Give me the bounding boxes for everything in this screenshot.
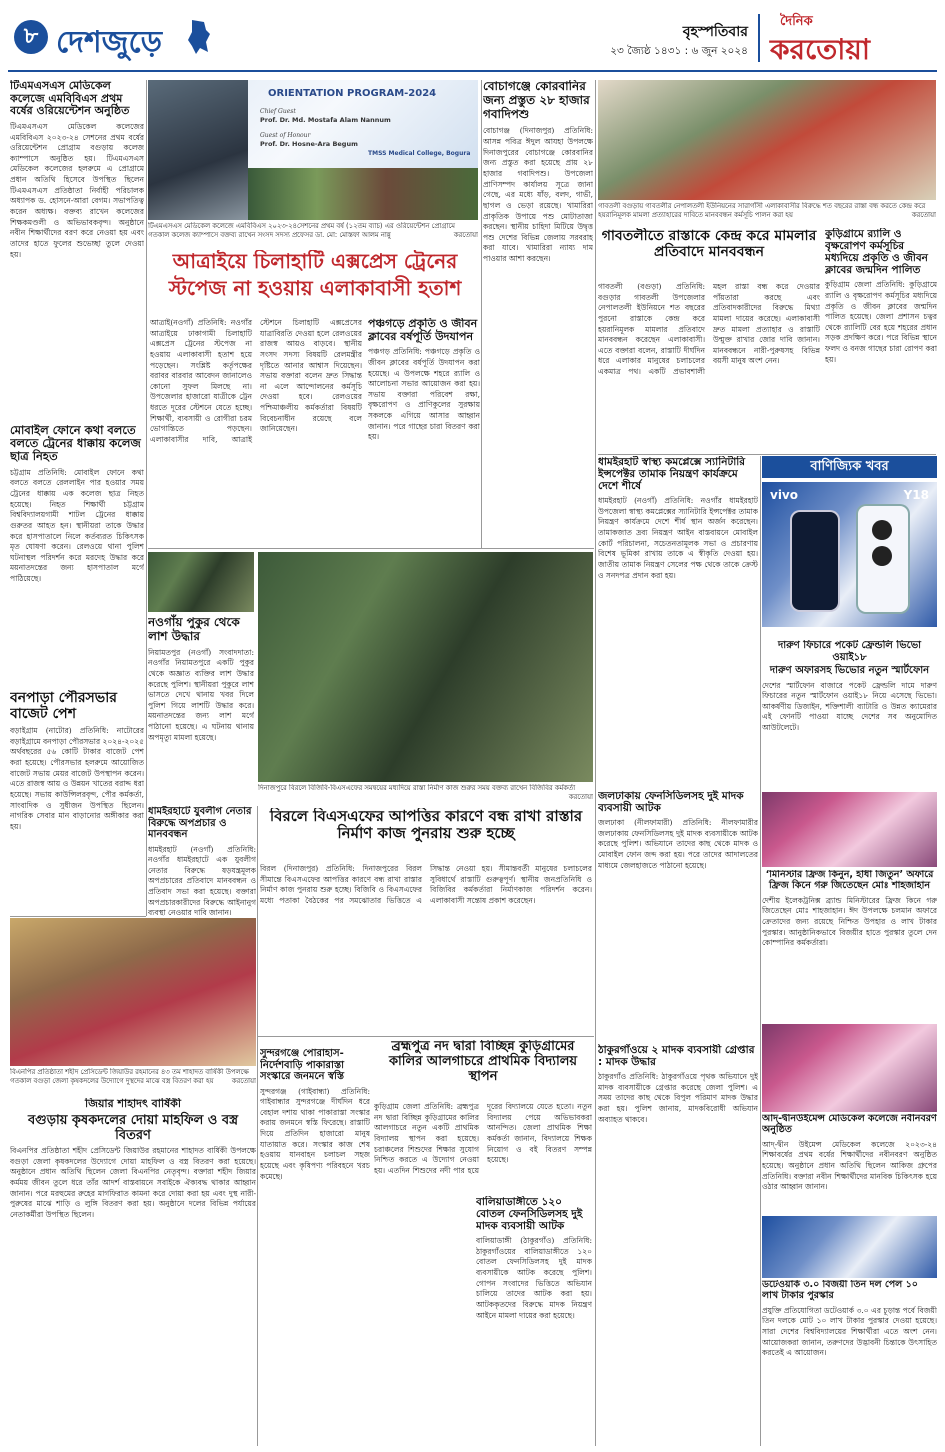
commercial-news	[762, 456, 937, 636]
col1-story3	[10, 690, 144, 915]
headline: ‘মিনিস্টার ফ্রিজ কিনুন, হাঁধা জিতুন’ অফারে ফ্রিজ কিনে গরু জিতেছেন মোঃ শাহজাহান	[765, 870, 934, 891]
article-body: কুড়িগ্রাম জেলা প্রতিনিধি: কুড়িগ্রামে র‍্যালি ও বৃক্ষরোপণ কর্মসূচির মধ্যদিয়ে প্রকৃতি ও জীবন ক্লাবের জন্মদিন পালিত হয়েছে। জেলা প্রশাসন চত্বর থেকে র‍্যালিটি বের হয়ে শহরের প্রধান সড়ক প্রদক্ষিণ করে। পরে বিভিন্ন স্থানে ফলদ ও বনজ গাছের চারা রোপণ করা হয়।	[825, 280, 937, 364]
article-body: ধামইরহাট (নওগাঁ) প্রতিনিধি: নওগাঁর ধামইরহাটে এক যুবলীগ নেতার বিরুদ্ধে ষড়যন্ত্রমূলক অপপ্রচারের প্রতিবাদে মানববন্ধন ও প্রতিবাদ সভা করা হয়েছে। বক্তারা অপপ্রচারকারীদের বিরুদ্ধে আইনানুগ ব্যবস্থা নেওয়ার দাবি জানান।	[148, 844, 256, 918]
header-divider	[758, 14, 760, 62]
thakurgaon-story	[598, 1044, 758, 1446]
protest-photo	[598, 80, 936, 200]
headline: ব্রহ্মপুত্র নদ দ্বারা বিচ্ছিন্ন কুড়িগ্রামের কালির আলগাচরে প্রাথমিক বিদ্যালয় স্থাপন	[388, 1040, 578, 1084]
dotnet-photo	[762, 1216, 937, 1278]
headline: বগুড়ায় কৃষকদলের দোয়া মাহফিল ও বস্ত্র বিতরণ	[27, 1112, 239, 1142]
headline: ঠাকুরগাঁওয়ে ২ মাদক ব্যবসায়ী গ্রেপ্তার : মাদক উদ্ধার	[598, 1044, 755, 1069]
weekday: বৃহস্পতিবার	[682, 24, 748, 40]
page-number: ৮	[23, 24, 39, 49]
commercial-title: বাণিজ্যিক খবর	[810, 459, 889, 474]
headline: বালিয়াডাঙ্গীতে ১২০ বোতল ফেনসিডিলসহ দুই মাদক ব্যবসায়ী আটক	[476, 1196, 583, 1233]
vivo-ad	[762, 482, 937, 627]
biral-headline	[260, 808, 592, 860]
headline: গাবতলীতে রাস্তাকে কেন্দ্র করে মামলার প্রতিবাদে মানববন্ধন	[601, 228, 817, 261]
headline: পঞ্চগড়ে প্রকৃতি ও জীবন ক্লাবের বর্ষপূর্তি উদযাপন	[368, 318, 478, 343]
header-rule	[8, 70, 937, 72]
masthead	[0, 0, 945, 74]
banner-college: TMSS Medical College, Bogura	[368, 150, 471, 157]
caption-text: গাবতলী বগুড়ায় গাবতলীর নেপালতলী ইউনিয়নের সারাগাঁসী এলাকাবাসীর বিরুদ্ধে শত বছরের রাস্তা বন্ধ করতে কেন্দ্র করে হয়রানিমূলক মামলা প্রত্যাহারের দাবিতে মানববন্ধন কর্মসূচি পালন করা হয়	[598, 202, 926, 219]
bochaganj-story	[483, 80, 593, 538]
zia-photo	[10, 918, 256, 1066]
article-body: জলঢাকা (নীলফামারী) প্রতিনিধি: নীলফামারীর জলঢাকায় ফেনসিডিলসহ দুই মাদক ব্যবসায়ীকে আটক করেছে পুলিশ। অভিযানে তাদের কাছ থেকে মাদক ও মোবাইল ফোন জব্দ করা হয়। পরে তাদের আদালতের মাধ্যমে জেলহাজতে পাঠানো হয়েছে।	[598, 818, 758, 870]
paper-name: করতোয়া	[770, 33, 870, 66]
ad-din-story	[762, 1114, 937, 1214]
banner-title: ORIENTATION PROGRAM-2024	[268, 88, 437, 99]
main-article-body	[150, 318, 362, 546]
caption-text: বিএনপির প্রতিষ্ঠাতা শহীদ প্রেসিডেন্ট জিয়াউর রহমানের ৪৩ তম শাহাদত বার্ষিকী উপলক্ষে গতকাল বগুড়া জেলা কৃষকদলের উদ্যোগে দুস্থদের মাঝে বস্ত্র বিতরণ করা হয়	[10, 1068, 249, 1085]
vivo-story	[762, 640, 937, 788]
row-rule	[10, 916, 146, 917]
headline: মোবাইল ফোনে কথা বলতে বলতে ট্রেনের ধাক্কায় কলেজ ছাত্র নিহত	[10, 424, 141, 464]
caption-text: টিএমএসএস মেডিকেল কলেজে এমবিবিএস ২০২৩-২৪সেশনের প্রথম বর্ষ (১২তম ব্যাচ) এর ওরিয়েন্টেশন প্রোগ্রামে গতকাল কলেজ ক্যাম্পাসে বক্তব্য রাখেন সংসদ সদস্য প্রফেসর ডা. মো: মোস্তফা আলম নান্নু	[148, 222, 455, 239]
main-headline-line1: আত্রাইয়ে চিলাহাটি এক্সপ্রেস ট্রেনের	[172, 250, 458, 273]
headline: জলঢাকায় ফেনসিডিলসহ দুই মাদক ব্যবসায়ী আটক	[598, 790, 744, 815]
minister-photo	[762, 792, 937, 867]
article-body: ধামইরহাট (নওগাঁ) প্রতিনিধি: নওগাঁর ধামইরহাট উপজেলা স্বাস্থ্য কমপ্লেক্সের স্যানিটারি ইন্সপেক্টর তামাক নিয়ন্ত্রণ কার্যক্রমে দেশে শীর্ষ স্থান অর্জন করেছেন। তামাকজাত দ্রব্য নিয়ন্ত্রণ আইন বাস্তবায়নে মোবাইল কোর্ট পরিচালনা, সচেতনতামূলক সভা ও প্রচারণায় বিশেষ ভূমিকা রাখায় তাকে এ স্বীকৃতি দেওয়া হয়। জাতীয় তামাক নিয়ন্ত্রণ সেলের পক্ষ থেকে তাকে ক্রেস্ট ও সনদপত্র প্রদান করা হয়।	[598, 496, 758, 580]
headline: বনপাড়া পৌরসভার বাজেট পেশ	[10, 690, 117, 723]
article-body: বালিয়াডাঙ্গী (ঠাকুরগাঁও) প্রতিনিধি: ঠাকুরগাঁওয়ের বালিয়াডাঙ্গীতে ১২০ বোতল ফেনসিডিলসহ দুই মাদক ব্যবসায়ীকে আটক করেছে পুলিশ। গোপন সংবাদের ভিত্তিতে অভিযান চালিয়ে তাদের আটক করা হয়। আটককৃতদের বিরুদ্ধে মাদক নিয়ন্ত্রণ আইনে মামলা দায়ের করা হয়েছে।	[476, 1236, 592, 1320]
gabtali-body	[598, 282, 820, 452]
caption-text: দিনাজপুরে বিরলে বিজিবি-বিএসএফের সমন্বয়ের মধ্যদিয়ে রাস্তা নির্মাণ কাজ শুরুর সময় বক্তব্য রাখেন বিজিবির কর্মকর্তা	[258, 784, 576, 792]
article-body: কুড়িগ্রাম জেলা প্রতিনিধি: ব্রহ্মপুত্র নদ দ্বারা বিচ্ছিন্ন কুড়িগ্রামের কালির আলগাচরে নতুন একটি প্রাথমিক বিদ্যালয় স্থাপন করা হয়েছে। চরাঞ্চলের শিশুদের শিক্ষার সুযোগ নিশ্চিত করতে এ উদ্যোগ নেওয়া হয়। এতদিন শিশুদের নদী পার হয়ে দূরের বিদ্যালয়ে যেতে হতো। নতুন বিদ্যালয় পেয়ে অভিভাবকরা আনন্দিত। জেলা প্রাথমিক শিক্ষা কর্মকর্তা জানান, বিদ্যালয়ে শিক্ষক নিয়োগ ও বই বিতরণ সম্পন্ন হয়েছে।	[374, 1102, 592, 1175]
kicker: জিয়ার শাহাদৎ বার্ষিকী	[84, 1098, 182, 1110]
minister-story	[762, 870, 937, 1022]
article-body: আদ্-দ্বীন উইমেন্স মেডিকেল কলেজে ২০২৩-২৪ শিক্ষাবর্ষের প্রথম বর্ষের শিক্ষার্থীদের নবীনবরণ অনুষ্ঠিত হয়েছে। অনুষ্ঠানে প্রধান অতিথি ছিলেন আকিজ গ্রুপের প্রতিনিধি। বক্তারা নবীন শিক্ষার্থীদের মানবিক চিকিৎসক হয়ে ওঠার আহ্বান জানান।	[762, 1139, 937, 1192]
headline: আদ্-দ্বীনউইমেন্স মেডিকেল কলেজে নবীনবরণ অনুষ্ঠিত	[762, 1114, 937, 1135]
article-body: বিএনপির প্রতিষ্ঠাতা শহীদ প্রেসিডেন্ট জিয়াউর রহমানের শাহাদত বার্ষিকী উপলক্ষে বগুড়া জেলা কৃষকদলের উদ্যোগে দোয়া মাহফিল ও বস্ত্র বিতরণ করা হয়েছে। অনুষ্ঠানে প্রধান অতিথি ছিলেন জেলা বিএনপির নেতৃবৃন্দ। বক্তারা শহীদ জিয়ার কর্মময় জীবন তুলে ধরে তাঁর আদর্শ বাস্তবায়নে সবাইকে ঐক্যবদ্ধ থাকার আহ্বান জানান। পরে মরহুমের রুহের মাগফিরাত কামনা করে দোয়া করা হয় এবং দুস্থ নারী-পুরুষের মাঝে শাড়ি ও লুঙ্গি বিতরণ করা হয়। অনুষ্ঠানে দলের বিভিন্ন পর্যায়ের নেতাকর্মীরা উপস্থিত ছিলেন।	[10, 1146, 256, 1219]
article-body: টিএমএসএস মেডিকেল কলেজের এমবিবিএস ২০২৩-২৪ সেশনের প্রথম বর্ষের ওরিয়েন্টেশন প্রোগ্রাম বগুড়ায় কলেজ ক্যাম্পাসে অনুষ্ঠিত হয়। টিএমএসএস মেডিকেল কলেজের হলরুমে এ প্রোগ্রামে প্রধান অতিথি হিসেবে উপস্থিত ছিলেন টিএমএসএস প্রতিষ্ঠাতা নির্বাহী পরিচালক অধ্যাপক ড. হোসনে-আরা বেগম। সভাপতিত্ব করেন অধ্যক্ষ। বক্তব্য রাখেন কলেজের শিক্ষকমণ্ডলী ও অভিভাবকবৃন্দ। অনুষ্ঠানে নবীন শিক্ষার্থীদের বরণ করে নেওয়া হয় এবং তাদের হাতে ফুলের শুভেচ্ছা তুলে দেওয়া হয়।	[10, 121, 144, 259]
sundarganj-story	[260, 1048, 370, 1446]
protest-photo-caption	[598, 202, 936, 224]
col1-story1	[10, 80, 144, 420]
headline: দারুণ ফিচারে পকেট ফ্রেন্ডলি ভিভো ওয়াই১৮	[777, 640, 922, 663]
bangladesh-map-icon	[186, 18, 212, 56]
article-body: বিরল (দিনাজপুর) প্রতিনিধি: দিনাজপুরের বিরল সীমান্তে বিএসএফের আপত্তির কারণে বন্ধ রাখা রাস্তার নির্মাণ কাজ পুনরায় শুরু হচ্ছে। বিজিবি ও বিএসএফের মধ্যে পতাকা বৈঠকের পর সমঝোতার ভিত্তিতে এ সিদ্ধান্ত নেওয়া হয়। সীমান্তবর্তী মানুষের চলাচলের সুবিধার্থে রাস্তাটি গুরুত্বপূর্ণ। স্থানীয় জনপ্রতিনিধি ও বিজিবির কর্মকর্তারা নির্মাণকাজ পরিদর্শন করেন। এলাকাবাসী সন্তোষ প্রকাশ করেছেন।	[260, 864, 592, 905]
article-body: দেশীয় ইলেকট্রনিক্স ব্র্যান্ড মিনিস্টারের ফ্রিজ কিনে গরু জিতেছেন মোঃ শাহজাহান। ঈদ উপলক্ষে চলমান অফারে ক্রেতাদের জন্য রয়েছে নিশ্চিত উপহার ও লাখ টাকার পুরস্কার। আনুষ্ঠানিকভাবে বিজয়ীর হাতে পুরস্কার তুলে দেন কোম্পানির কর্মকর্তারা।	[762, 895, 937, 948]
zia-photo-caption	[10, 1068, 256, 1096]
subheadline: দারুণ অফারসহ ভিভোর নতুন স্মার্টফোন	[769, 665, 930, 676]
photo-credit: করতোয়া	[231, 1076, 256, 1085]
headline: বিরলে বিএসএফের আপত্তির কারণে বন্ধ রাখা রাস্তার নির্মাণ কাজ পুনরায় শুরু হচ্ছে	[269, 808, 583, 843]
article-body: ঠাকুরগাঁও প্রতিনিধি: ঠাকুরগাঁওয়ে পৃথক অভিযানে দুই মাদক ব্যবসায়ীকে গ্রেপ্তার করেছে জেলা পুলিশ। এ সময় তাদের কাছ থেকে বিপুল পরিমাণ মাদক উদ্ধার করা হয়। পুলিশ জানায়, মাদকবিরোধী অভিযান অব্যাহত থাকবে।	[598, 1072, 758, 1124]
baliadangi-story	[476, 1196, 592, 1446]
article-body: পঞ্চগড় প্রতিনিধি: পঞ্চগড়ে প্রকৃতি ও জীবন ক্লাবের বর্ষপূর্তি উদযাপন করা হয়েছে। এ উপলক্ষে শহরে র‍্যালি ও আলোচনা সভার আয়োজন করা হয়। সভায় বক্তারা পরিবেশ রক্ষা, বৃক্ষরোপণ ও প্রাণিকুলের সুরক্ষায় সকলকে এগিয়ে আসার আহ্বান জানান। পরে গাছের চারা বিতরণ করা হয়।	[368, 347, 480, 442]
commercial-title-bar	[762, 456, 937, 478]
photo-credit: করতোয়া	[453, 230, 478, 239]
headline: ধামইরহাটে যুবলীগ নেতার বিরুদ্ধে অপপ্রচার ও মানববন্ধন	[148, 806, 252, 840]
row-rule	[598, 454, 936, 455]
headline: ধামইরহাট স্বাস্থ্য কমপ্লেক্সে স্যানিটারি ইন্সপেক্টর তামাক নিয়ন্ত্রণ কার্যক্রমে দেশে শীর্ষে	[598, 456, 746, 493]
dhamoirhat-story	[598, 456, 758, 786]
naogaon-story	[148, 552, 254, 802]
dotnet-story	[762, 1280, 937, 1446]
column-rule	[760, 456, 761, 1446]
orientation-photo	[148, 80, 478, 220]
column-rule	[481, 80, 482, 548]
main-headline	[150, 250, 480, 312]
camera-lens-icon	[872, 520, 892, 540]
headline: নওগাঁয় পুকুর থেকে লাশ উদ্ধার	[148, 615, 240, 643]
bgb-photo-caption	[258, 784, 593, 804]
article-body: আত্রাই(নওগাঁ) প্রতিনিধি: নওগাঁর আত্রাইয়ে ঢাকাগামী চিলাহাটি এক্সপ্রেস ট্রেনের স্টপেজ না হওয়ায় এলাকাবাসী হতাশ হয়ে পড়েছেন। সংশ্লিষ্ট কর্তৃপক্ষের বরাবর বারবার আবেদন জানালেও কোনো সুফল মিলছে না। উপজেলার হাজারো যাত্রীকে ট্রেন ধরতে দূরের স্টেশনে যেতে হচ্ছে। শিক্ষার্থী, ব্যবসায়ী ও রোগীরা চরম ভোগান্তিতে পড়ছেন। এলাকাবাসীর দাবি, আত্রাই স্টেশনে চিলাহাটি এক্সপ্রেসের যাত্রাবিরতি দেওয়া হলে রেলওয়ের রাজস্ব আয়ও বাড়বে। স্থানীয় সংসদ সদস্য বিষয়টি রেলমন্ত্রীর দৃষ্টিতে আনার আশ্বাস দিয়েছেন। সভায় বক্তারা বলেন দ্রুত সিদ্ধান্ত না এলে আন্দোলনের কর্মসূচি দেওয়া হবে। রেলওয়ের পশ্চিমাঞ্চলীয় কর্মকর্তারা বিষয়টি বিবেচনাধীন রয়েছে বলে জানিয়েছেন।	[150, 318, 362, 445]
jaldhaka-story	[598, 790, 758, 1040]
column-rule	[146, 80, 147, 916]
column-rule	[257, 806, 258, 1446]
banner-chief-label: Chief Guest	[260, 108, 296, 115]
kurigram-story	[825, 228, 937, 452]
row-rule	[258, 1036, 594, 1037]
panchagarh-story	[368, 318, 480, 546]
row-rule	[148, 548, 594, 549]
col1-story2	[10, 424, 144, 686]
naogaon-photo	[148, 552, 254, 612]
orientation-photo-caption	[148, 222, 478, 244]
headline: ডটেওয়ার্ক ৩.০ বিজয়ী তিন দল পেল ১০ লাখ টাকার পুরস্কার	[762, 1280, 918, 1301]
date: ২৩ জ্যৈষ্ঠ ১৪৩১ : ৬ জুন ২০২৪	[610, 45, 748, 57]
biral-body	[260, 864, 592, 1032]
bgb-photo	[258, 552, 593, 782]
phone-icon	[858, 506, 908, 612]
brahmaputra-headline	[374, 1040, 592, 1098]
paper-prefix: দৈনিক	[780, 14, 813, 29]
column-rule	[595, 80, 596, 1446]
phone-icon	[792, 512, 838, 610]
banner-guest-label: Guest of Honour	[260, 132, 311, 139]
photo-credit: করতোয়া	[568, 792, 593, 801]
section-title: দেশজুড়ে	[56, 25, 162, 60]
article-body: দেশের স্মার্টফোন বাজারে পকেট ফ্রেন্ডলি দামে দারুণ ফিচারের নতুন স্মার্টফোন ওয়াই১৮ নিয়ে এসেছে ভিভো। আকর্ষণীয় ডিজাইন, শক্তিশালী ব্যাটারি ও উন্নত ক্যামেরার এই ফোনটি পাওয়া যাচ্ছে দেশের সব অনুমোদিত আউটলেটে।	[762, 680, 937, 733]
article-body: নিয়ামতপুর (নওগাঁ) সংবাদদাতা: নওগাঁর নিয়ামতপুরে একটি পুকুর থেকে অজ্ঞাত ব্যক্তির লাশ উদ্ধার করেছে পুলিশ। স্থানীয়রা পুকুরে লাশ ভাসতে দেখে থানায় খবর দিলে পুলিশ গিয়ে লাশটি উদ্ধার করে। ময়নাতদন্তের জন্য লাশ মর্গে পাঠানো হয়েছে। এ ঘটনায় থানায় অপমৃত্যু মামলা হয়েছে।	[148, 647, 254, 742]
headline: সুন্দরগঞ্জে পোরাহাস-নির্দেশবাড়ি পাকারাস্তা সংস্কারে জনমনে স্বস্তি	[260, 1048, 345, 1082]
speaker-figure	[148, 80, 248, 220]
vivo-brand: vivo	[770, 488, 799, 502]
page-number-badge	[14, 20, 48, 54]
zia-body	[10, 1146, 256, 1446]
article-body: বোচাগঞ্জ (দিনাজপুর) প্রতিনিধি: আসন্ন পবিত্র ঈদুল আযহা উপলক্ষে দিনাজপুরের বোচাগঞ্জে কোরবানির জন্য প্রস্তুত করা হয়েছে প্রায় ২৮ হাজার গবাদিপশু। উপজেলা প্রাণিসম্পদ কার্যালয় সূত্রে জানা গেছে, এর মধ্যে ষাঁড়, বলদ, গাভী, ছাগল ও ভেড়া রয়েছে। খামারিরা প্রাকৃতিক উপায়ে পশু মোটাতাজা করছেন। স্থানীয় চাহিদা মিটিয়ে উদ্বৃত্ত পশু দেশের বিভিন্ন জেলায় সরবরাহ করা যাবে। খামারিরা ন্যায্য দাম পাওয়ার আশা করছেন।	[483, 126, 593, 264]
article-body: চট্টগ্রাম প্রতিনিধি: মোবাইল ফোনে কথা বলতে বলতে রেললাইন পার হওয়ার সময় ট্রেনের ধাক্কায় এক কলেজ ছাত্র নিহত হয়েছে। নিহত শিক্ষার্থী চট্টগ্রাম বিশ্ববিদ্যালয়গামী শাটল ট্রেনের ধাক্কায় গুরুতর আহত হন। স্থানীয়রা তাকে উদ্ধার করে হাসপাতালে নিলে কর্তব্যরত চিকিৎসক মৃত ঘোষণা করেন। রেলওয়ে থানা পুলিশ ঘটনাস্থল পরিদর্শন করে মরদেহ উদ্ধার করে ময়নাতদন্তের জন্য হাসপাতাল মর্গে পাঠিয়েছে।	[10, 467, 144, 584]
main-headline-line2: স্টপেজ না হওয়ায় এলাকাবাসী হতাশ	[168, 276, 462, 300]
audience-strip	[248, 168, 478, 220]
photo-credit: করতোয়া	[911, 210, 936, 219]
ad-din-photo	[762, 1024, 937, 1112]
headline: টিএমএসএস মেডিকেল কলেজে এমবিবিএস প্রথম বর্ষের ওরিয়েন্টেশন অনুষ্ঠিত	[10, 80, 130, 118]
zia-headline	[10, 1098, 256, 1142]
article-body: প্রযুক্তি প্রতিযোগিতা ডটেওয়ার্ক ৩.০ এর চূড়ান্ত পর্বে বিজয়ী তিন দলকে মোট ১০ লাখ টাকার পুরস্কার দেওয়া হয়েছে। সারা দেশের বিশ্ববিদ্যালয়ের শিক্ষার্থীরা এতে অংশ নেন। আয়োজকরা জানান, তরুণদের উদ্ভাবনী চিন্তাকে উৎসাহিত করতেই এ আয়োজন।	[762, 1305, 937, 1358]
headline: বোচাগঞ্জে কোরবানির জন্য প্রস্তুত ২৮ হাজার গবাদিপশু	[483, 80, 590, 121]
camera-lens-icon	[872, 546, 892, 566]
article-body: সুন্দরগঞ্জ (গাইবান্ধা) প্রতিনিধি: গাইবান্ধার সুন্দরগঞ্জে দীর্ঘদিন ধরে বেহাল দশায় থাকা পাকারাস্তা সংস্কার করায় জনমনে স্বস্তি ফিরেছে। রাস্তাটি দিয়ে প্রতিদিন হাজারো মানুষ যাতায়াত করে। সংস্কার কাজ শেষ হওয়ায় যানবাহন চলাচল সহজ হয়েছে এবং কৃষিপণ্য পরিবহনে খরচ কমেছে।	[260, 1086, 370, 1181]
vivo-model: Y18	[903, 488, 929, 502]
banner-chief-name: Prof. Dr. Md. Mostafa Alam Nannum	[260, 116, 391, 124]
gabtali-headline	[598, 228, 820, 278]
article-body: বড়াইগ্রাম (নাটোর) প্রতিনিধি: নাটোরের বড়াইগ্রামে বনপাড়া পৌরসভার ২০২৪-২০২৫ অর্থবছরের ৫৬ কোটি টাকার বাজেট পেশ করা হয়েছে। পৌরসভার হলরুমে আয়োজিত বাজেট সভায় মেয়র বাজেট উপস্থাপন করেন। এতে রাজস্ব আয় ও উন্নয়ন খাতের বরাদ্দ ধরা হয়েছে। সভায় কাউন্সিলরবৃন্দ, পৌর কর্মকর্তা, সাংবাদিক ও সুধীজন উপস্থিত ছিলেন। নাগরিক সেবার মান বাড়ানোর অঙ্গীকার করা হয়।	[10, 726, 144, 831]
article-body: গাবতলী (বগুড়া) প্রতিনিধি: বগুড়ার গাবতলী উপজেলার নেপালতলী ইউনিয়নে শত বছরের পুরনো রাস্তাকে কেন্দ্র করে হয়রানিমূলক মামলার প্রতিবাদে মানববন্ধন করেছেন এলাকাবাসী। এতে বক্তারা বলেন, রাস্তাটি দীর্ঘদিন ধরে এলাকার মানুষের চলাচলের একমাত্র পথ। একটি প্রভাবশালী মহল রাস্তা বন্ধ করে দেওয়ার পাঁয়তারা করছে এবং প্রতিবাদকারীদের বিরুদ্ধে মিথ্যা মামলা দায়ের করেছে। এলাকাবাসী দ্রুত মামলা প্রত্যাহার ও রাস্তাটি উন্মুক্ত রাখার জোর দাবি জানান। মানববন্ধনে নারী-পুরুষসহ বিভিন্ন বয়সী মানুষ অংশ নেন।	[598, 282, 820, 377]
banner-guest-name: Prof. Dr. Hosne-Ara Begum	[260, 140, 358, 148]
headline: কুড়িগ্রামে র‍্যালি ও বৃক্ষরোপণ কর্মসূচির মধ্যদিয়ে প্রকৃতি ও জীবন ক্লাবের জন্মদিন পালিত	[825, 228, 928, 277]
